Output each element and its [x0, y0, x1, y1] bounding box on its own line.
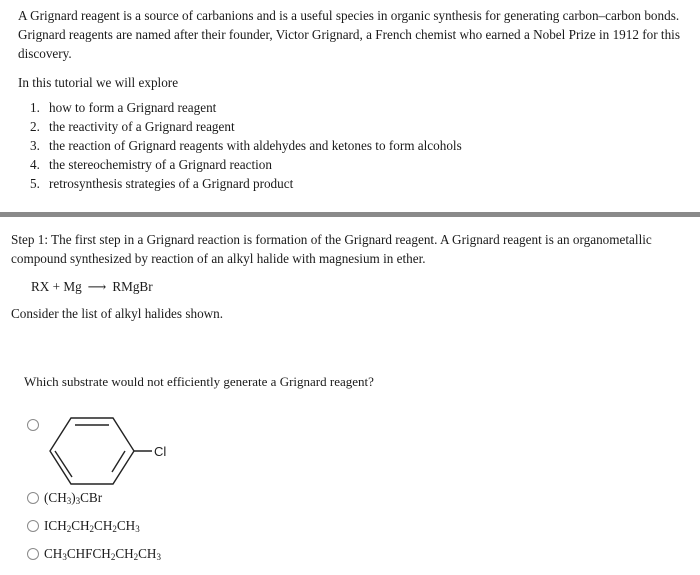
consider-text: Consider the list of alkyl halides shown.: [11, 306, 224, 321]
option-3[interactable]: [27, 518, 140, 534]
intro-lead: In this tutorial we will explore: [18, 75, 179, 90]
option-2-radio[interactable]: [27, 492, 39, 504]
option-2[interactable]: [27, 490, 102, 506]
benzene-ring: [50, 418, 134, 484]
list-item: 4. the stereochemistry of a Grignard reaction: [30, 157, 272, 172]
reaction-arrow: ⟶: [87, 279, 107, 294]
intro-paragraph: A Grignard reagent is a source of carbanions and is a useful species in organic synthesis for generating carbon–carbon bonds. Grignard reagents are named after their founder, Victor Grignard, a French chemist who earned a Nobel Prize in 1912 for this discovery.: [18, 8, 680, 61]
section-divider: [0, 212, 700, 217]
option-3-radio[interactable]: [27, 520, 39, 532]
list-item: 5. retrosynthesis strategies of a Grignard product: [30, 176, 294, 191]
option-4-radio[interactable]: [27, 548, 39, 560]
option-4[interactable]: [27, 546, 161, 562]
list-item: 1. how to form a Grignard reagent: [30, 100, 217, 115]
topic-list: [18, 98, 690, 193]
list-item: 3. the reaction of Grignard reagents with aldehydes and ketones to form alcohols: [30, 138, 462, 153]
reaction-reactants: RX + Mg: [31, 279, 82, 294]
option-4-label: $CH_3CHFCH_2CH_2CH_3$: [44, 546, 161, 562]
reaction-product: RMgBr: [112, 279, 153, 294]
option-3-label: $ICH_2CH_2CH_2CH_3$: [44, 518, 140, 534]
option-2-label: $(CH_3)_3CBr$: [44, 490, 103, 506]
chlorobenzene-structure[interactable]: [48, 414, 188, 488]
option-1-radio[interactable]: [27, 419, 39, 431]
step-section: [11, 230, 691, 323]
question-text: Which substrate would not efficiently generate a Grignard reagent?: [24, 374, 374, 389]
reaction-equation: [31, 277, 691, 296]
step-text: Step 1: The first step in a Grignard reaction is formation of the Grignard reagent. A Grignard reagent is an organometallic compound synthesized by reaction of an alkyl halide with magnesium in ether.: [11, 232, 652, 266]
chlorine-label: Cl: [154, 444, 167, 459]
intro-section: [18, 6, 690, 193]
list-item: 2. the reactivity of a Grignard reagent: [30, 119, 235, 134]
